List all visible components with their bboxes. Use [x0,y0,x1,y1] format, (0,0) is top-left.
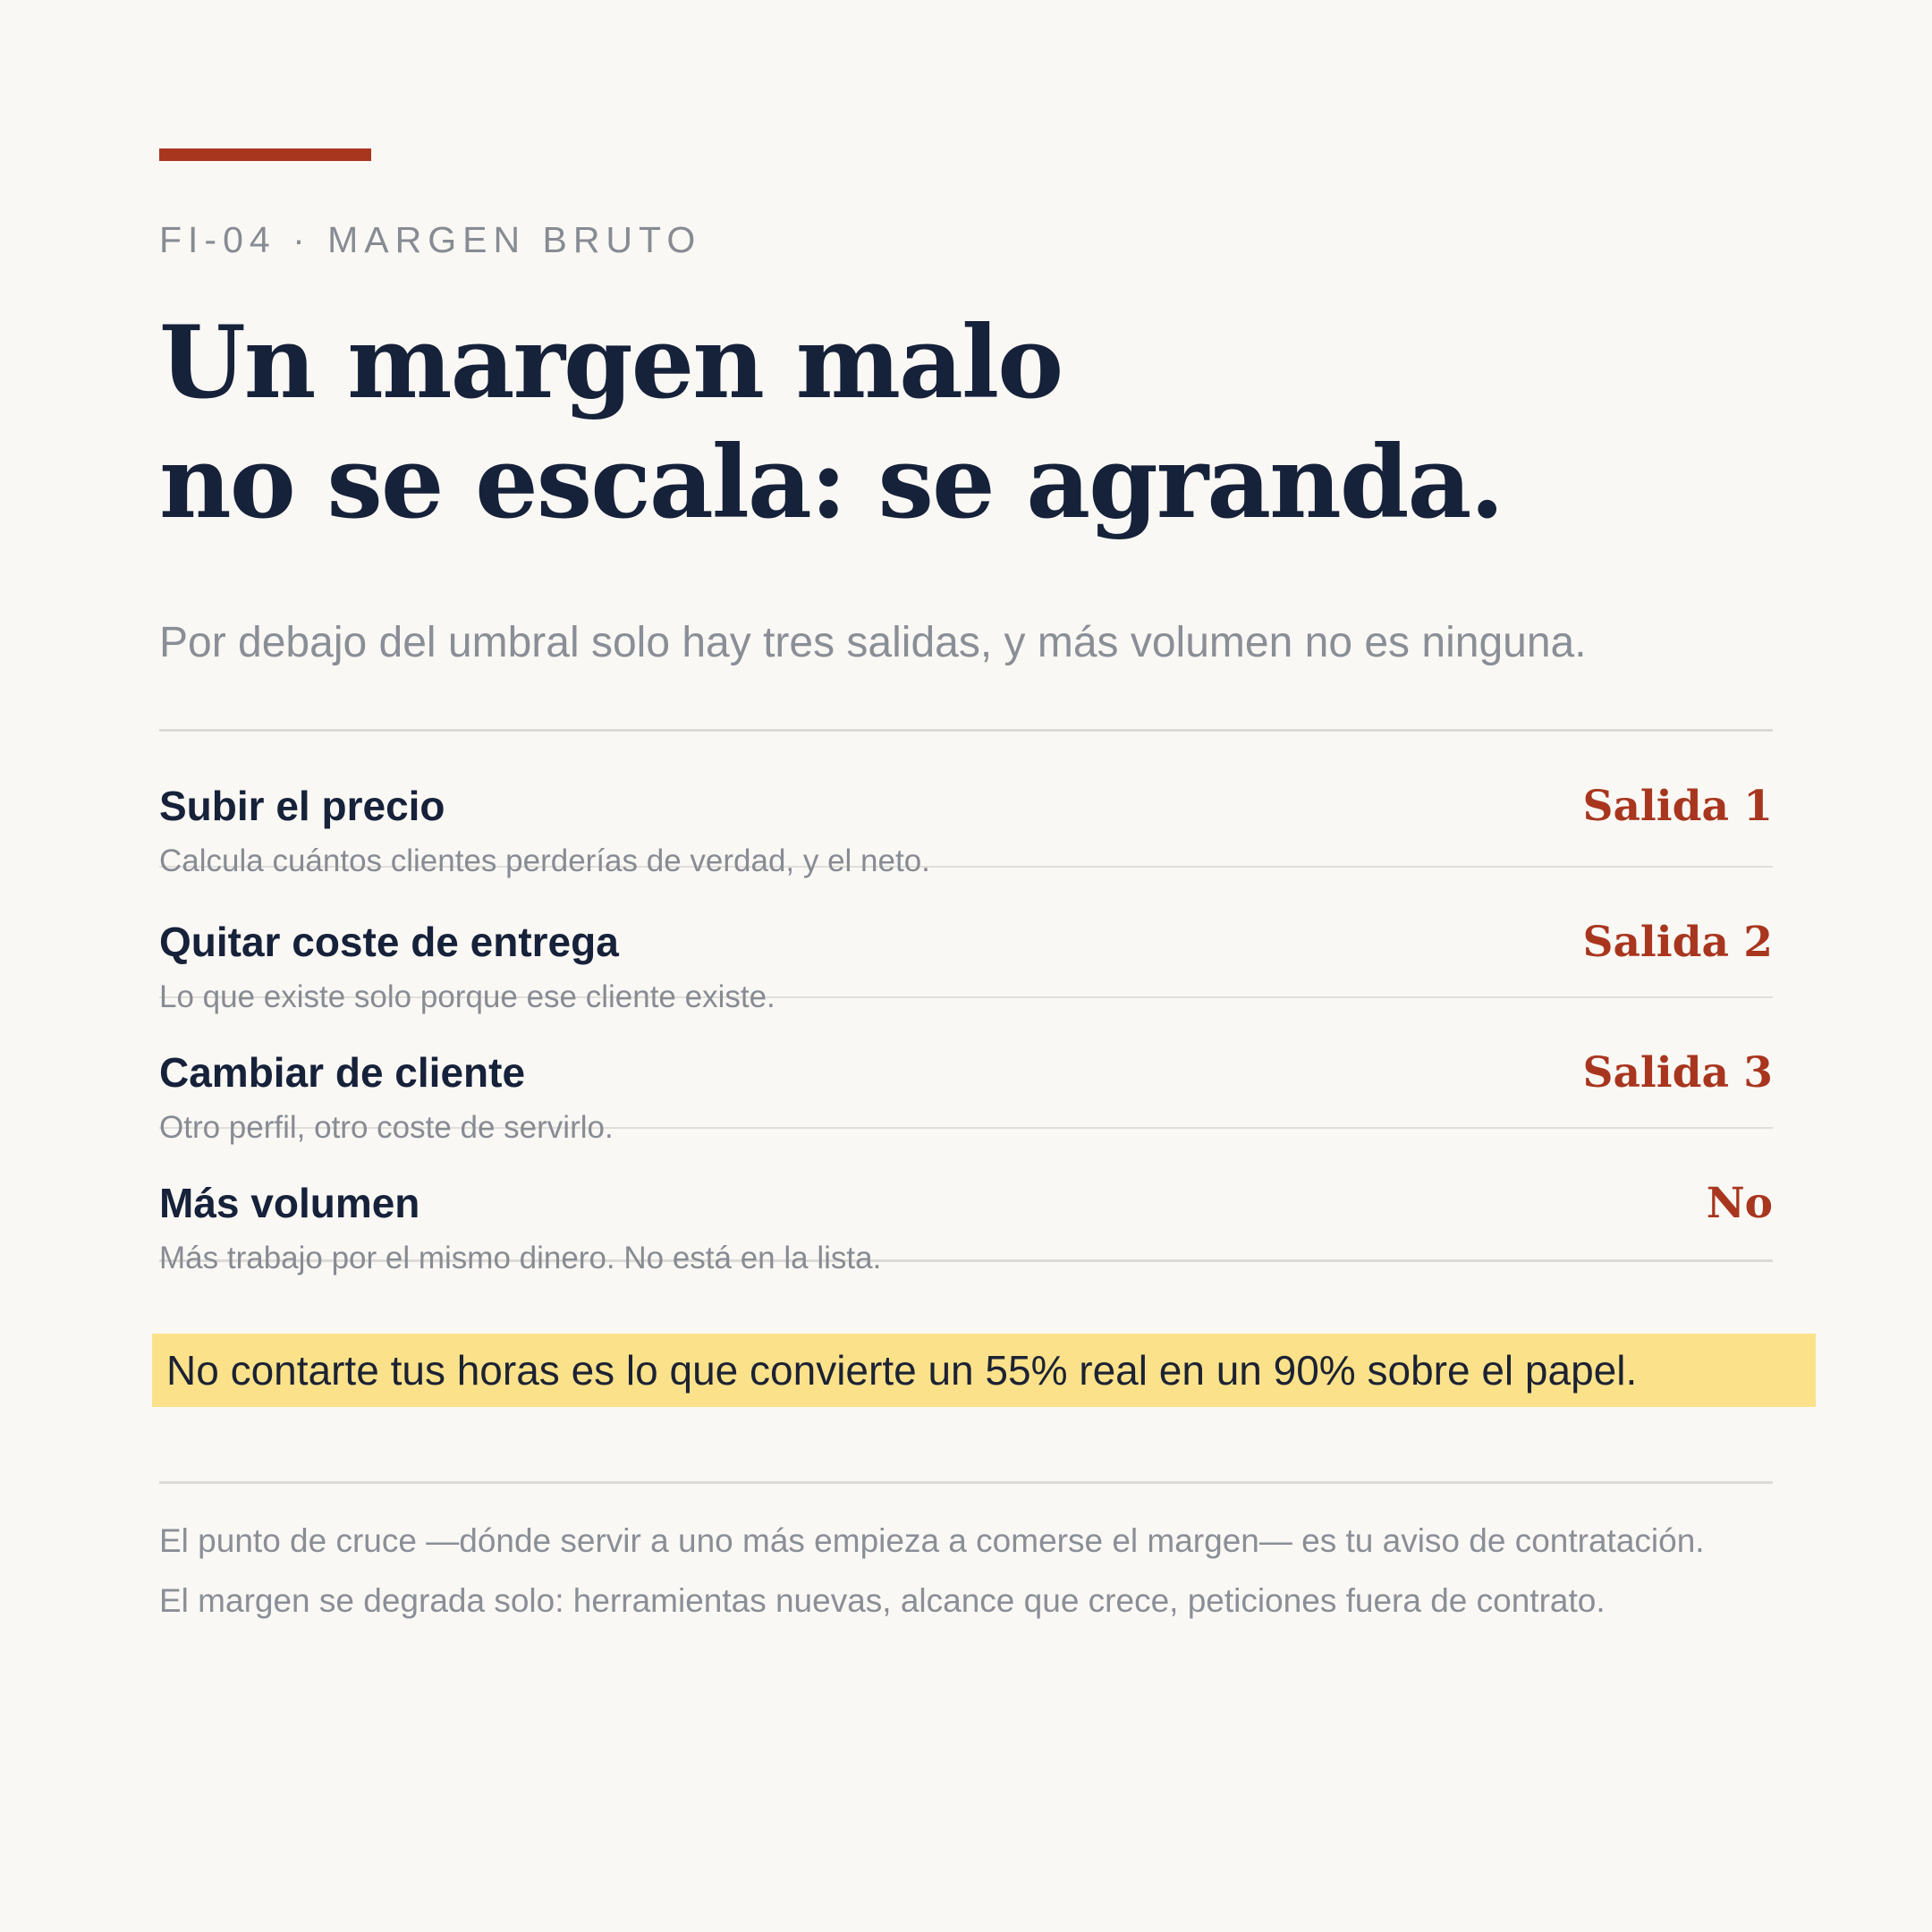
option-description: Más trabajo por el mismo dinero. No está en la lista. [159,1241,882,1275]
options-list [159,732,1773,1275]
list-item [159,1129,1773,1275]
headline-line-1: Un margen malo [159,305,1063,421]
subtitle: Por debajo del umbral solo hay tres salidas, y más volumen no es ninguna. [159,619,1587,666]
footnotes [159,1511,1773,1631]
footnote: El punto de cruce —dónde servir a uno más empieza a comerse el margen— es tu aviso de contratación. [159,1522,1705,1559]
option-description: Otro perfil, otro coste de servirlo. [159,1110,614,1145]
option-tag: Salida 1 [1582,782,1773,831]
list-item [159,732,1773,878]
option-tag: Salida 2 [1582,918,1773,967]
option-name: Subir el precio [159,783,445,829]
footnote: El margen se degrada solo: herramientas nuevas, alcance que crece, peticiones fuera de contrato. [159,1582,1606,1619]
document-page [159,148,1773,1275]
highlight-callout: No contarte tus horas es lo que convierte un 55% real en un 90% sobre el papel. [152,1334,1816,1407]
option-name: Quitar coste de entrega [159,919,619,965]
option-tag: Salida 3 [1582,1048,1773,1097]
list-item [159,998,1773,1145]
option-name: Más volumen [159,1180,420,1226]
divider-notes [159,1481,1773,1484]
option-name: Cambiar de cliente [159,1049,526,1096]
eyebrow-label: FI-04 · MARGEN BRUTO [159,219,702,260]
option-tag: No [1706,1179,1773,1228]
option-description: Calcula cuántos clientes perderías de verdad, y el neto. [159,843,930,878]
accent-bar [159,148,371,161]
list-item [159,868,1773,1014]
option-description: Lo que existe solo porque ese cliente existe. [159,979,775,1014]
headline [159,303,1773,543]
headline-line-2: no se escala: se agranda. [159,425,1504,541]
